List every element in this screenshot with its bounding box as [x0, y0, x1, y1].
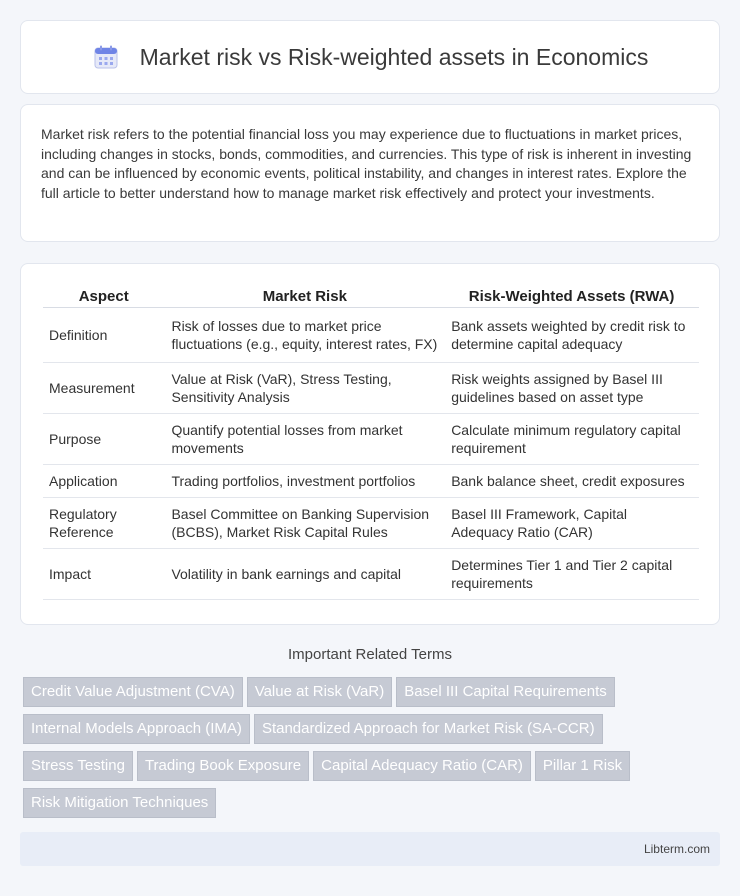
- cell-aspect: Measurement: [43, 363, 165, 414]
- table-row: [43, 308, 699, 363]
- intro-text: Market risk refers to the potential financial loss you may experience due to fluctuations in market prices, including changes in stocks, bonds, commodities, and currencies. This type of risk is inherent in investing and can be influenced by economic events, political instability, and changes in interest rates. Explore the full article to better understand how to manage market risk effectively and protect your investments.: [41, 126, 692, 201]
- related-terms-title: Important Related Terms: [288, 646, 452, 663]
- table-row: [43, 498, 699, 549]
- related-term-tag[interactable]: Trading Book Exposure: [137, 751, 309, 781]
- related-term-tag[interactable]: Standardized Approach for Market Risk (SA-CCR): [254, 714, 603, 744]
- cell-rwa: Basel III Framework, Capital Adequacy Ratio (CAR): [445, 498, 699, 549]
- related-term-tag[interactable]: Internal Models Approach (IMA): [23, 714, 250, 744]
- related-term-tag[interactable]: Capital Adequacy Ratio (CAR): [313, 751, 531, 781]
- table-row: [43, 465, 699, 498]
- cell-market-risk: Trading portfolios, investment portfolios: [165, 465, 445, 498]
- page-title: Market risk vs Risk-weighted assets in Economics: [139, 43, 649, 70]
- cell-market-risk: Value at Risk (VaR), Stress Testing, Sensitivity Analysis: [165, 363, 445, 414]
- intro-card: [20, 104, 720, 242]
- comparison-table-card: [20, 263, 720, 625]
- cell-market-risk: Quantify potential losses from market movements: [165, 414, 445, 465]
- related-term-tag[interactable]: Credit Value Adjustment (CVA): [23, 677, 243, 707]
- cell-aspect: Definition: [43, 308, 165, 363]
- cell-aspect: Regulatory Reference: [43, 498, 165, 549]
- cell-market-risk: Volatility in bank earnings and capital: [165, 549, 445, 600]
- cell-rwa: Risk weights assigned by Basel III guidelines based on asset type: [445, 363, 699, 414]
- related-term-tag[interactable]: Pillar 1 Risk: [535, 751, 630, 781]
- table-row: [43, 414, 699, 465]
- cell-aspect: Impact: [43, 549, 165, 600]
- cell-market-risk: Basel Committee on Banking Supervision (BCBS), Market Risk Capital Rules: [165, 498, 445, 549]
- header-market-risk: Market Risk: [165, 284, 445, 308]
- header-rwa: Risk-Weighted Assets (RWA): [445, 284, 699, 308]
- cell-rwa: Bank balance sheet, credit exposures: [445, 465, 699, 498]
- related-term-tag[interactable]: Value at Risk (VaR): [247, 677, 393, 707]
- cell-market-risk: Risk of losses due to market price fluctuations (e.g., equity, interest rates, FX): [165, 308, 445, 363]
- comparison-table: [43, 284, 699, 600]
- footer-site-link[interactable]: Libterm.com: [643, 842, 710, 856]
- cell-rwa: Calculate minimum regulatory capital requirement: [445, 414, 699, 465]
- table-row: [43, 549, 699, 600]
- header-aspect: Aspect: [43, 284, 165, 308]
- cell-rwa: Determines Tier 1 and Tier 2 capital requirements: [445, 549, 699, 600]
- related-term-tag[interactable]: Basel III Capital Requirements: [396, 677, 615, 707]
- title-card: [20, 20, 720, 94]
- table-row: [43, 363, 699, 414]
- cell-rwa: Bank assets weighted by credit risk to determine capital adequacy: [445, 308, 699, 363]
- related-term-tag[interactable]: Risk Mitigation Techniques: [23, 788, 216, 818]
- cell-aspect: Purpose: [43, 414, 165, 465]
- related-terms-list: [23, 677, 723, 825]
- cell-aspect: Application: [43, 465, 165, 498]
- calendar-icon: [92, 43, 120, 71]
- table-header-row: [43, 284, 699, 308]
- related-term-tag[interactable]: Stress Testing: [23, 751, 133, 781]
- footer: [20, 832, 720, 866]
